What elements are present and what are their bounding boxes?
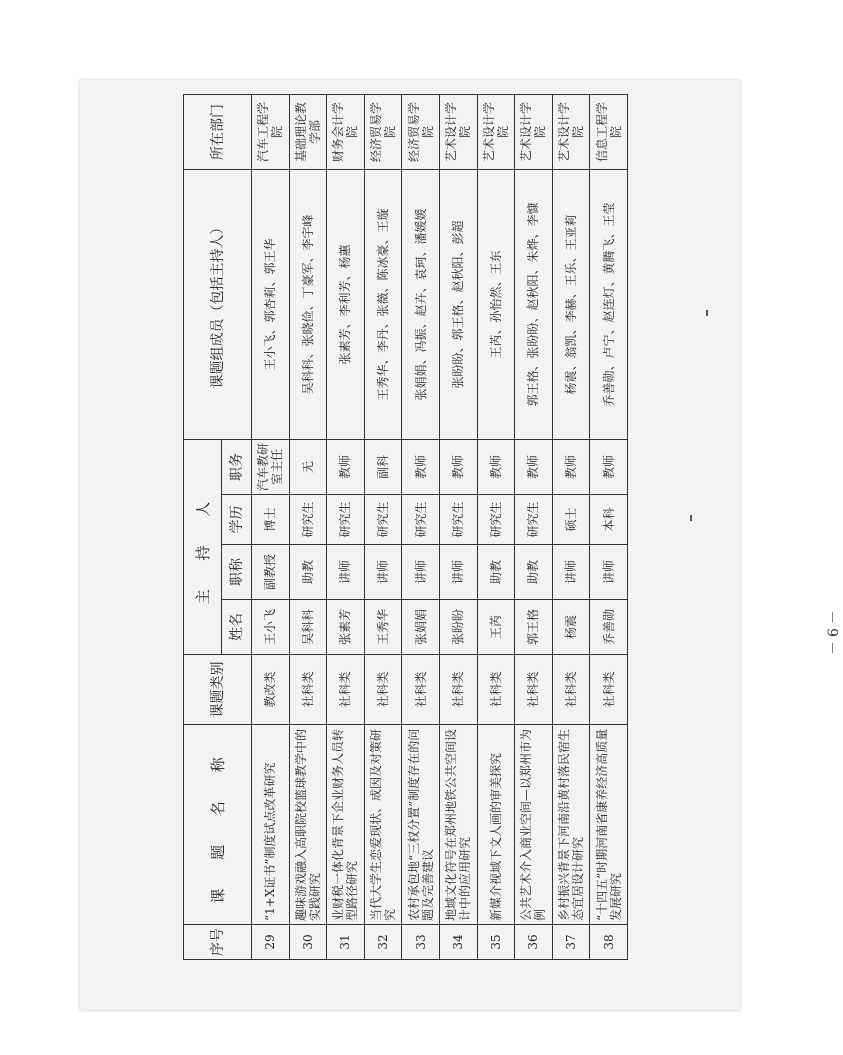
table-row — [327, 94, 365, 959]
header-education: 学历 — [222, 495, 252, 545]
cell-category: 教改类 — [252, 655, 290, 725]
table-row — [477, 94, 515, 959]
table-row — [439, 94, 477, 959]
header-seq: 序号 — [184, 925, 252, 960]
cell-host-position: 教师 — [477, 439, 515, 494]
cell-topic: 当代大学生恋爱现状、成因及对策研究 — [364, 725, 402, 925]
cell-host-education: 研究生 — [402, 495, 440, 545]
cell-category: 社科类 — [515, 655, 553, 725]
header-name: 姓名 — [222, 600, 252, 655]
cell-topic: “1+X证书”制度试点改革研究 — [252, 725, 290, 925]
header-position: 职务 — [222, 439, 252, 494]
header-members: 课题组成员（包括主持人） — [184, 169, 252, 439]
table-row — [515, 94, 553, 959]
cell-seq: 31 — [327, 925, 365, 960]
cell-host-education: 研究生 — [515, 495, 553, 545]
cell-members: 王秀华、李丹、张薇、陈冰豪、王璇 — [364, 169, 402, 439]
cell-seq: 37 — [552, 925, 590, 960]
table-row — [364, 94, 402, 959]
cell-host-name: 王芮 — [477, 600, 515, 655]
cell-host-position: 教师 — [590, 439, 628, 494]
cell-dept: 汽车工程学院 — [252, 94, 290, 169]
cell-host-name: 张素芳 — [327, 600, 365, 655]
cell-host-name: 乔善勋 — [590, 600, 628, 655]
cell-host-name: 王小飞 — [252, 600, 290, 655]
cell-topic: “十四五”时期河南省康养经济高质量发展研究 — [590, 725, 628, 925]
cell-seq: 32 — [364, 925, 402, 960]
document-page — [183, 95, 842, 960]
cell-host-title: 讲师 — [327, 545, 365, 600]
cell-host-title: 讲师 — [439, 545, 477, 600]
cell-topic: 乡村振兴背景下河南沿黄村落民宿生态宜居设计研究 — [552, 725, 590, 925]
cell-host-position: 教师 — [515, 439, 553, 494]
cell-topic: 农村承包地“三权分置”制度存在的问题及完善建议 — [402, 725, 440, 925]
cell-host-name: 吴科科 — [289, 600, 327, 655]
cell-host-name: 郭王格 — [515, 600, 553, 655]
cell-category: 社科类 — [289, 655, 327, 725]
cell-host-title: 讲师 — [552, 545, 590, 600]
cell-topic: 地域文化符号在郑州地铁公共空间设计中的应用研究 — [439, 725, 477, 925]
cell-topic: 业财税一体化背景下企业财务人员转型路径研究 — [327, 725, 365, 925]
cell-host-title: 讲师 — [590, 545, 628, 600]
cell-dept: 艺术设计学院 — [477, 94, 515, 169]
cell-members: 王芮、孙怡然、王东 — [477, 169, 515, 439]
cell-host-education: 本科 — [590, 495, 628, 545]
cell-host-name: 张娟娟 — [402, 600, 440, 655]
cell-category: 社科类 — [364, 655, 402, 725]
header-topic-name: 课 题 名 称 — [184, 725, 252, 925]
header-title: 职称 — [222, 545, 252, 600]
cell-host-education: 研究生 — [477, 495, 515, 545]
cell-host-education: 研究生 — [327, 495, 365, 545]
cell-category: 社科类 — [327, 655, 365, 725]
cell-members: 郭王格、张盼盼、赵秋阳、朱烨、李慷 — [515, 169, 553, 439]
cell-seq: 30 — [289, 925, 327, 960]
cell-host-position: 教师 — [327, 439, 365, 494]
cell-host-title: 助教 — [515, 545, 553, 600]
cell-host-position: 汽车教研室主任 — [252, 439, 290, 494]
header-category: 课题类别 — [184, 655, 252, 725]
cell-category: 社科类 — [552, 655, 590, 725]
cell-topic: 新媒介视域下文人画的审美探究 — [477, 725, 515, 925]
header-host-group: 主 持 人 — [184, 439, 222, 654]
cell-seq: 34 — [439, 925, 477, 960]
cell-members: 杨震、翁凯、李赫、王乐、王亚莉 — [552, 169, 590, 439]
cell-dept: 艺术设计学院 — [515, 94, 553, 169]
cell-host-name: 杨震 — [552, 600, 590, 655]
cell-seq: 33 — [402, 925, 440, 960]
header-dept: 所在部门 — [184, 94, 252, 169]
cell-category: 社科类 — [402, 655, 440, 725]
cell-category: 社科类 — [477, 655, 515, 725]
research-topics-table — [183, 94, 628, 960]
cell-host-title: 副教授 — [252, 545, 290, 600]
cell-members: 王小飞、郭杏莉、郭王华 — [252, 169, 290, 439]
scan-speck — [706, 310, 708, 316]
cell-host-name: 张盼盼 — [439, 600, 477, 655]
cell-host-position: 教师 — [439, 439, 477, 494]
cell-dept: 财务会计学院 — [327, 94, 365, 169]
cell-topic: 公共艺术介入商业空间—以郑州市为例 — [515, 725, 553, 925]
cell-seq: 36 — [515, 925, 553, 960]
cell-dept: 经济贸易学院 — [402, 94, 440, 169]
table-row — [252, 94, 290, 959]
cell-seq: 35 — [477, 925, 515, 960]
cell-host-education: 硕士 — [552, 495, 590, 545]
cell-host-title: 助教 — [289, 545, 327, 600]
cell-host-title: 讲师 — [364, 545, 402, 600]
cell-host-education: 研究生 — [364, 495, 402, 545]
cell-dept: 信息工程学院 — [590, 94, 628, 169]
scan-speck — [690, 515, 692, 521]
cell-host-position: 教师 — [552, 439, 590, 494]
table-row — [289, 94, 327, 959]
cell-dept: 艺术设计学院 — [439, 94, 477, 169]
cell-members: 张娟娟、冯振、赵卉、袁珂、潘媛媛 — [402, 169, 440, 439]
cell-host-education: 博士 — [252, 495, 290, 545]
cell-dept: 经济贸易学院 — [364, 94, 402, 169]
cell-host-education: 研究生 — [289, 495, 327, 545]
cell-topic: 趣味游戏融入高职院校篮球教学中的实践研究 — [289, 725, 327, 925]
cell-host-title: 讲师 — [402, 545, 440, 600]
cell-category: 社科类 — [590, 655, 628, 725]
cell-seq: 38 — [590, 925, 628, 960]
cell-members: 吴科科、张晓俭、丁豪军、李宇峰 — [289, 169, 327, 439]
cell-members: 乔善勋、卢宁、赵连灯、黄腾飞、王莹 — [590, 169, 628, 439]
cell-members: 张素芳、李利芳、杨蕙 — [327, 169, 365, 439]
page-number: －6－ — [826, 606, 842, 655]
cell-host-education: 研究生 — [439, 495, 477, 545]
table-row — [402, 94, 440, 959]
cell-members: 张盼盼、郭王格、赵秋阳、彭超 — [439, 169, 477, 439]
cell-dept: 基础理论教学部 — [289, 94, 327, 169]
cell-host-title: 助教 — [477, 545, 515, 600]
cell-host-position: 教师 — [402, 439, 440, 494]
cell-seq: 29 — [252, 925, 290, 960]
table-row — [590, 94, 628, 959]
cell-host-position: 无 — [289, 439, 327, 494]
cell-dept: 艺术设计学院 — [552, 94, 590, 169]
cell-host-name: 王秀华 — [364, 600, 402, 655]
table-row — [552, 94, 590, 959]
table-body — [252, 94, 628, 959]
cell-host-position: 副科 — [364, 439, 402, 494]
cell-category: 社科类 — [439, 655, 477, 725]
